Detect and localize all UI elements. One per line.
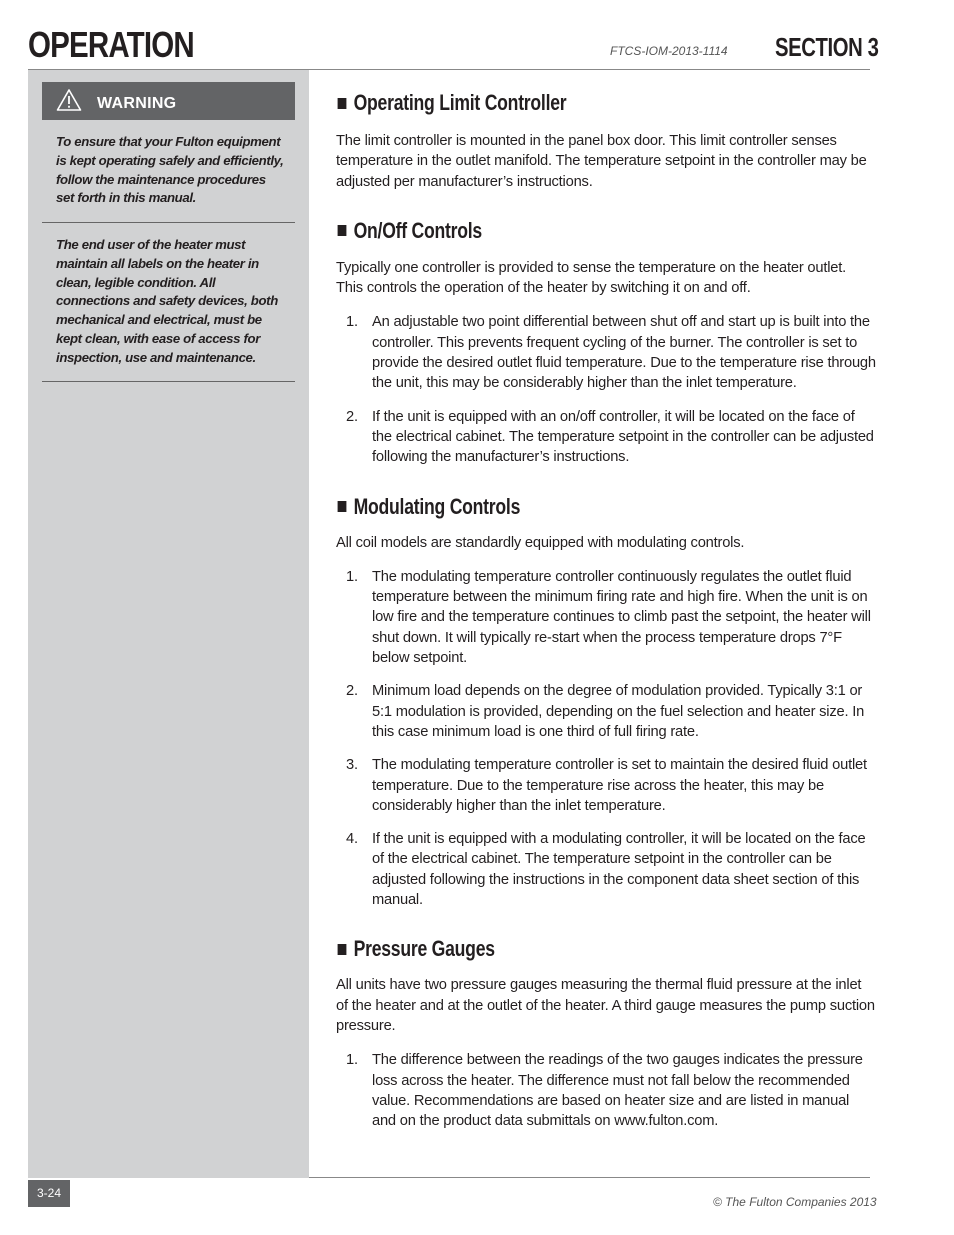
main-content: [336, 90, 876, 1131]
warning-label: WARNING: [97, 95, 177, 112]
list-item: 4. If the unit is equipped with a modulating controller, it will be located on the face of the electrical cabinet. The temperature setpoint in the controller can be adjusted following the instructions in the component data sheet section of this manual.: [346, 831, 866, 909]
bullet-square-icon: [338, 98, 347, 109]
bullet-square-icon: [338, 944, 347, 955]
section-heading: On/Off Controls: [336, 218, 768, 244]
section-paragraph: The limit controller is mounted in the panel box door. This limit controller senses temperature in the outlet manifold. The temperature setpoint in the controller may be adjusted per manufacturer’s instructions.: [336, 133, 867, 190]
warning-banner: [42, 82, 295, 120]
list-item: 2. If the unit is equipped with an on/off controller, it will be located on the face of the electrical cabinet. The temperature setpoint in the controller can be adjusted following the manufacturer’s instructions.: [346, 408, 874, 466]
list-item: 3. The modulating temperature controller is set to maintain the desired fluid outlet temperature. Due to the temperature rise across the heater, this may be considerably higher than the inlet temperature.: [346, 757, 867, 814]
list-item: 1. The modulating temperature controller continuously regulates the outlet fluid temperature between the minimum firing rate and high fire. When the unit is on low fire and the temperature continues to climb past the setpoint, the heater will shut down. It will typically re-start when the process temperature drops 7°F below setpoint.: [346, 568, 871, 667]
section-heading: Pressure Gauges: [336, 936, 768, 962]
warning-text: The end user of the heater must maintain all labels on the heater in clean, legible condition. All connections and safety devices, both mechanical and electrical, must be kept clean, with ease of access for inspection, use and maintenance.: [56, 237, 278, 365]
section-on-off-controls: [336, 218, 876, 468]
section-label: SECTION 3: [775, 32, 879, 62]
warning-text: To ensure that your Fulton equipment is kept operating safely and efficiently, follow the maintenance procedures set forth in this manual.: [56, 134, 284, 206]
page-number: 3-24: [28, 1180, 70, 1207]
footer-divider: [309, 1177, 870, 1178]
section-operating-limit-controller: [336, 90, 876, 192]
numbered-list: [336, 567, 876, 910]
section-modulating-controls: [336, 494, 876, 911]
list-item: 1. An adjustable two point differential between shut off and start up is built into the controller. This prevents frequent cycling of the burner. The controller is set to provide the desired outlet fluid temperature. Due to the temperature rise through the unit, this may be considerably higher than the inlet temperature.: [346, 314, 876, 392]
section-paragraph: All units have two pressure gauges measuring the thermal fluid pressure at the inlet of the heater and at the outlet of the heater. A third gauge measures the pump suction pressure.: [336, 977, 875, 1034]
page-title: OPERATION: [28, 24, 194, 65]
list-item: 1. The difference between the readings of the two gauges indicates the pressure loss across the heater. The difference must not fall below the recommended value. Recommendations are based on heater size and are listed in manual and on the product data submittals on www.fulton.com.: [346, 1052, 863, 1130]
list-item: 2. Minimum load depends on the degree of modulation provided. Typically 3:1 or 5:1 modulation is provided, depending on the fuel selection and heater size. In this case minimum load is one third of full firing rate.: [346, 683, 865, 740]
copyright-notice: © The Fulton Companies 2013: [713, 1195, 877, 1209]
section-pressure-gauges: [336, 936, 876, 1131]
bullet-square-icon: [338, 225, 347, 236]
section-heading: Modulating Controls: [336, 494, 768, 520]
warning-triangle-icon: [56, 88, 82, 112]
document-code: FTCS-IOM-2013-1114: [610, 44, 728, 58]
sidebar-divider: [42, 381, 295, 382]
numbered-list: [336, 1050, 876, 1131]
section-paragraph: All coil models are standardly equipped with modulating controls.: [336, 534, 745, 551]
numbered-list: [336, 312, 876, 467]
section-heading: Operating Limit Controller: [336, 90, 768, 116]
bullet-square-icon: [338, 501, 347, 512]
section-paragraph: Typically one controller is provided to sense the temperature on the heater outlet. This controls the operation of the heater by switching it on and off.: [336, 259, 847, 297]
sidebar-divider: [42, 222, 295, 223]
